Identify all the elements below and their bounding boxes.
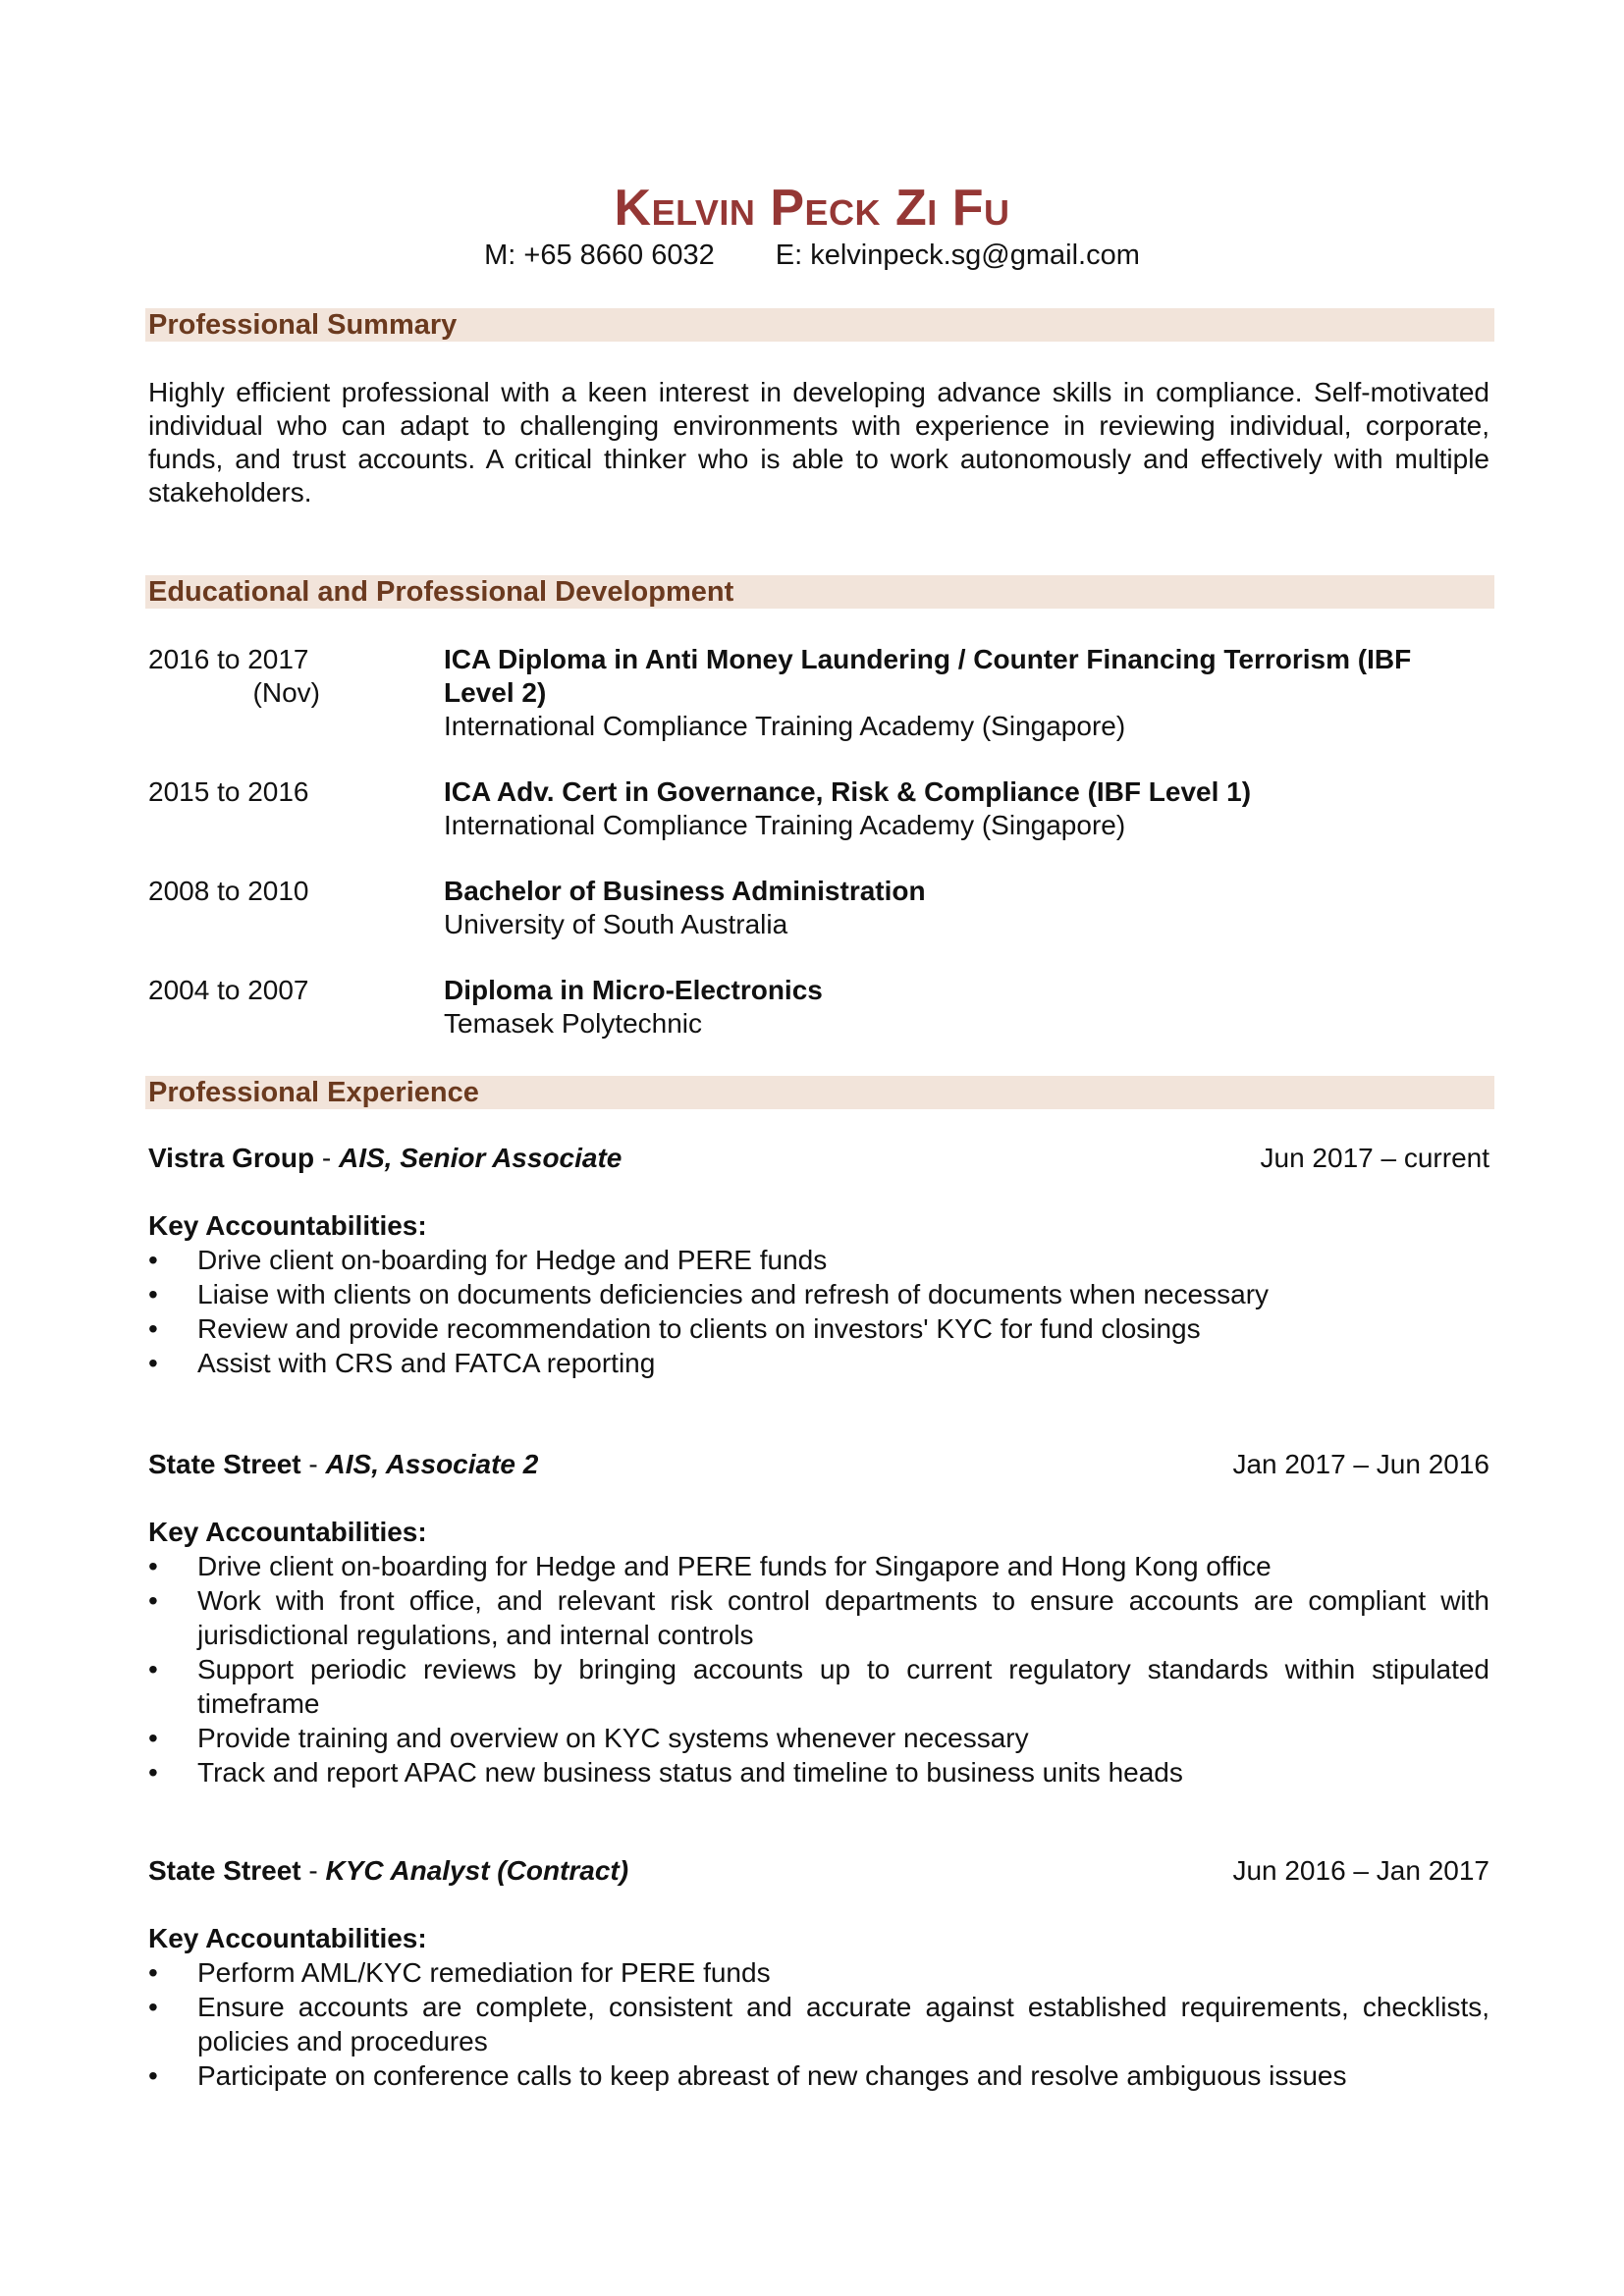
list-item: • Drive client on-boarding for Hedge and PERE funds <box>148 1243 1489 1277</box>
education-date <box>148 974 320 1007</box>
education-title: Bachelor of Business Administration <box>444 876 926 906</box>
education-institution: Temasek Polytechnic <box>444 1008 703 1039</box>
education-institution: International Compliance Training Academy (Singapore) <box>444 711 1126 741</box>
list-item: • Support periodic reviews by bringing accounts up to current regulatory standards within stipulated timeframe <box>148 1652 1489 1721</box>
education-institution: University of South Australia <box>444 909 788 939</box>
education-title: ICA Adv. Cert in Governance, Risk & Compliance (IBF Level 1) <box>444 776 1252 807</box>
job-header <box>148 1142 1489 1175</box>
education-details <box>444 974 1485 1041</box>
job-dates: Jun 2017 – current <box>1260 1143 1489 1173</box>
accountabilities-list <box>148 1243 1489 1380</box>
education-date-sub: (Nov) <box>252 677 320 708</box>
job-separator: - <box>300 1449 326 1479</box>
education-details <box>444 775 1485 842</box>
resume-header <box>0 179 1624 273</box>
list-item: • Participate on conference calls to keep abreast of new changes and resolve ambiguous issues <box>148 2058 1489 2093</box>
summary-text: Highly efficient professional with a keen interest in developing advance skills in compliance. Self-motivated individual who can adapt to challenging environments with experience in reviewing individual, corporate, funds, and trust accounts. A critical thinker who is able to work autonomously and effectively with multiple stakeholders. <box>148 377 1489 507</box>
education-date-range: 2015 to 2016 <box>148 776 309 807</box>
list-item: • Assist with CRS and FATCA reporting <box>148 1346 1489 1380</box>
education-date <box>148 875 320 908</box>
job-header <box>148 1448 1489 1481</box>
education-title: ICA Diploma in Anti Money Laundering / Counter Financing Terrorism (IBF Level 2) <box>444 644 1412 708</box>
job-company: State Street <box>148 1855 301 1886</box>
list-item: • Review and provide recommendation to clients on investors' KYC for fund closings <box>148 1311 1489 1346</box>
job-role: KYC Analyst (Contract) <box>325 1855 629 1886</box>
key-accountabilities-label: Key Accountabilities: <box>148 1923 427 1953</box>
job-separator: - <box>300 1855 326 1886</box>
job-dates: Jun 2016 – Jan 2017 <box>1232 1855 1489 1886</box>
email-address: E: kelvinpeck.sg@gmail.com <box>775 240 1140 271</box>
section-heading-experience: Professional Experience <box>145 1076 1494 1109</box>
job-separator: - <box>314 1143 339 1173</box>
list-item: • Ensure accounts are complete, consistent and accurate against established requirements, checklists, policies and procedures <box>148 1990 1489 2058</box>
education-date <box>148 643 320 710</box>
education-date-range: 2016 to 2017 <box>148 644 309 674</box>
job-role: AIS, Associate 2 <box>325 1449 539 1479</box>
accountabilities-list <box>148 1549 1489 1789</box>
key-accountabilities-label: Key Accountabilities: <box>148 1210 427 1241</box>
job-role: AIS, Senior Associate <box>338 1143 623 1173</box>
job-company: State Street <box>148 1449 301 1479</box>
list-item: • Liaise with clients on documents deficiencies and refresh of documents when necessary <box>148 1277 1489 1311</box>
education-title: Diploma in Micro-Electronics <box>444 975 823 1005</box>
section-heading-education: Educational and Professional Development <box>145 575 1494 609</box>
list-item: • Provide training and overview on KYC systems whenever necessary <box>148 1721 1489 1755</box>
education-details <box>444 875 1485 941</box>
job-dates: Jan 2017 – Jun 2016 <box>1232 1449 1489 1479</box>
education-institution: International Compliance Training Academy (Singapore) <box>444 810 1126 840</box>
education-date-range: 2004 to 2007 <box>148 975 309 1005</box>
contact-line <box>0 238 1624 273</box>
job-header <box>148 1854 1489 1888</box>
education-date <box>148 775 320 809</box>
mobile-number: M: +65 8660 6032 <box>484 240 715 271</box>
list-item: • Work with front office, and relevant risk control departments to ensure accounts are compliant with jurisdictional regulations, and internal controls <box>148 1583 1489 1652</box>
list-item: • Track and report APAC new business status and timeline to business units heads <box>148 1755 1489 1789</box>
accountabilities-list <box>148 1955 1489 2093</box>
list-item: • Perform AML/KYC remediation for PERE funds <box>148 1955 1489 1990</box>
education-date-range: 2008 to 2010 <box>148 876 309 906</box>
job-company: Vistra Group <box>148 1143 315 1173</box>
education-details <box>444 643 1485 743</box>
candidate-name: Kelvin Peck Zi Fu <box>614 180 1010 237</box>
key-accountabilities-label: Key Accountabilities: <box>148 1517 427 1547</box>
list-item: • Drive client on-boarding for Hedge and PERE funds for Singapore and Hong Kong office <box>148 1549 1489 1583</box>
section-heading-summary: Professional Summary <box>145 308 1494 342</box>
